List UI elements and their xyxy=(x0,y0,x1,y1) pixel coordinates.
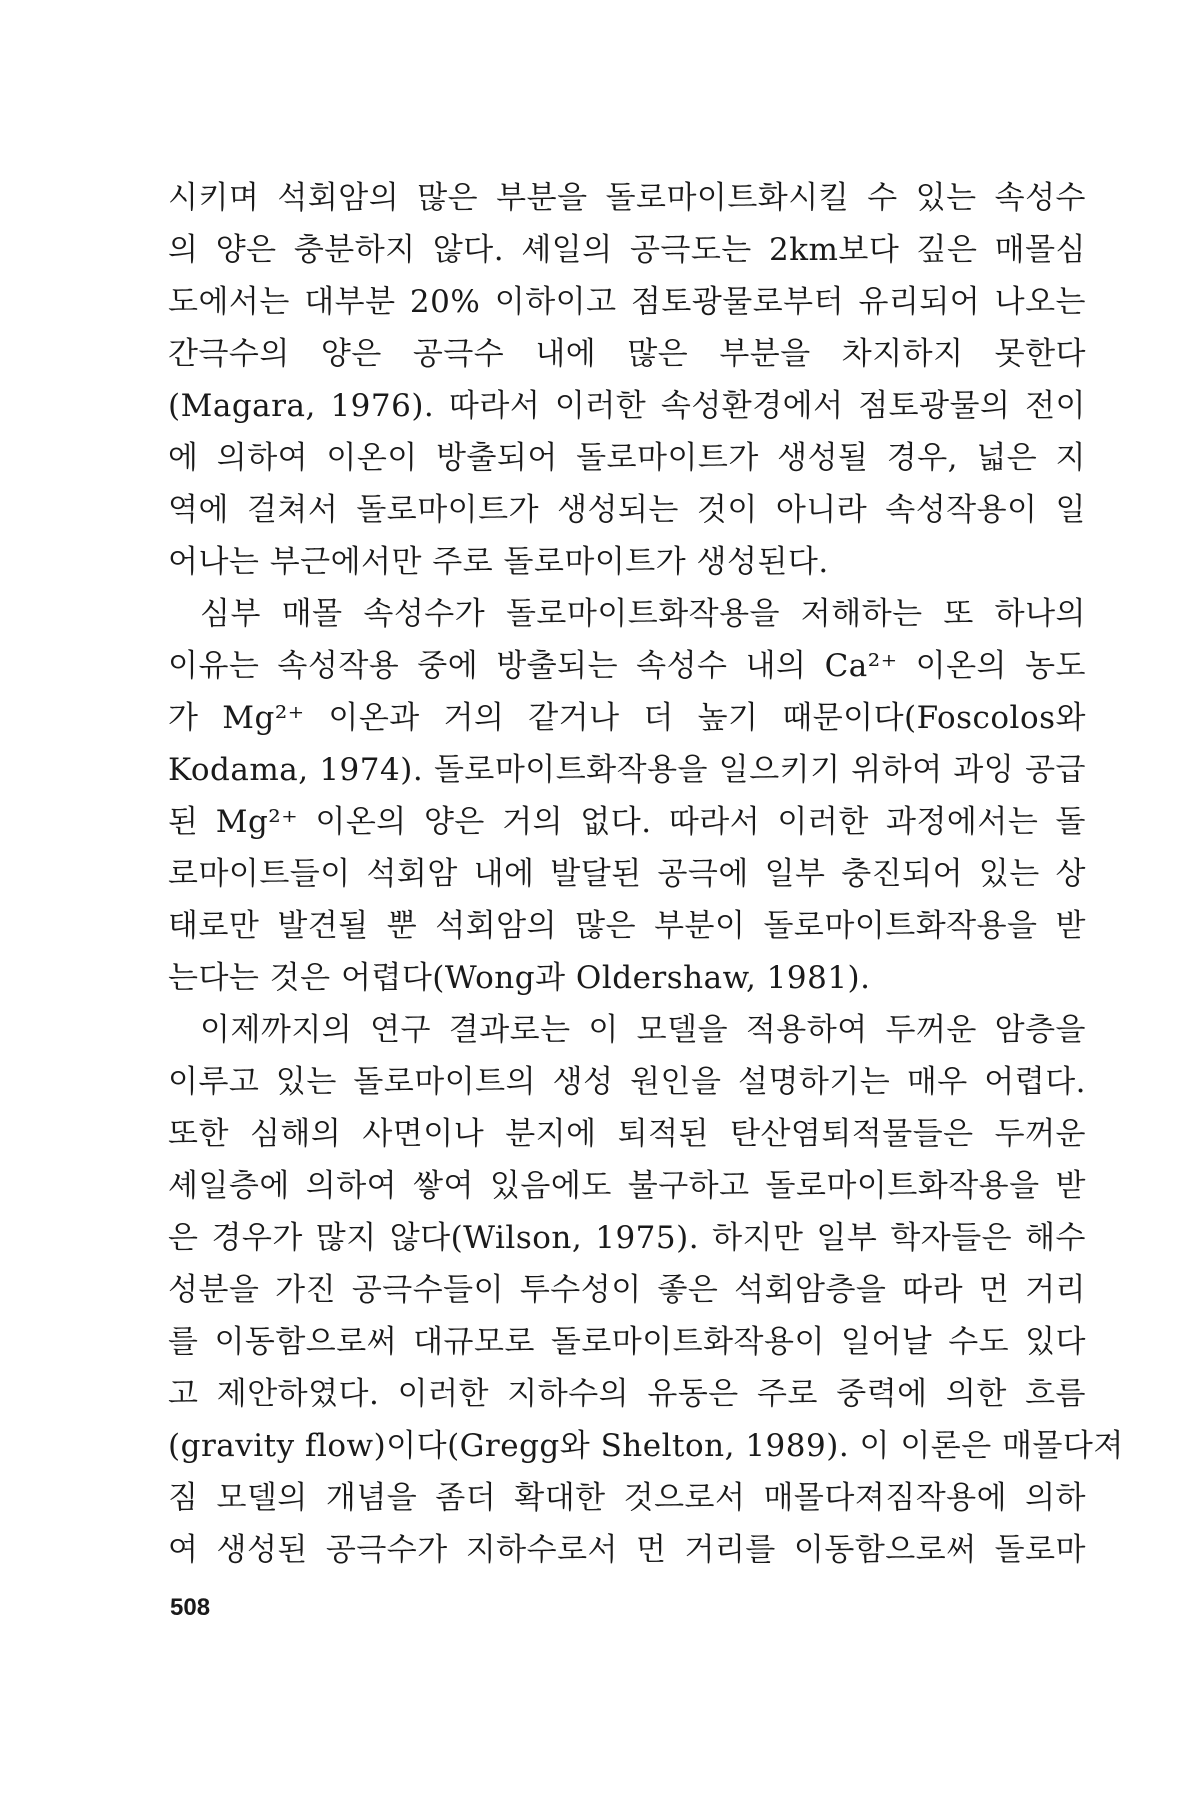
text-line: 가 Mg²⁺ 이온과 거의 같거나 더 높기 때문이다(Foscolos와 xyxy=(168,700,1086,736)
text-line: 는다는 것은 어렵다(Wong과 Oldershaw, 1981). xyxy=(168,960,871,996)
text-line: 은 경우가 많지 않다(Wilson, 1975). 하지만 일부 학자들은 해수 xyxy=(168,1220,1086,1256)
text-line: 셰일층에 의하여 쌓여 있음에도 불구하고 돌로마이트화작용을 받 xyxy=(168,1168,1086,1204)
text-line: 로마이트들이 석회암 내에 발달된 공극에 일부 충진되어 있는 상 xyxy=(168,856,1086,892)
text-line: Kodama, 1974). 돌로마이트화작용을 일으키기 위하여 과잉 공급 xyxy=(168,752,1086,788)
page-number: 508 xyxy=(170,1594,211,1621)
text-line: 간극수의 양은 공극수 내에 많은 부분을 차지하지 못한다 xyxy=(168,336,1086,372)
text-line: 짐 모델의 개념을 좀더 확대한 것으로서 매몰다져짐작용에 의하 xyxy=(168,1480,1086,1516)
text-line: 어나는 부근에서만 주로 돌로마이트가 생성된다. xyxy=(168,544,829,580)
text-line: 도에서는 대부분 20% 이하이고 점토광물로부터 유리되어 나오는 xyxy=(168,284,1086,320)
text-line: 역에 걸쳐서 돌로마이트가 생성되는 것이 아니라 속성작용이 일 xyxy=(168,492,1086,528)
text-line: 심부 매몰 속성수가 돌로마이트화작용을 저해하는 또 하나의 xyxy=(200,596,1086,632)
text-line: 된 Mg²⁺ 이온의 양은 거의 없다. 따라서 이러한 과정에서는 돌 xyxy=(168,804,1086,840)
text-line: 성분을 가진 공극수들이 투수성이 좋은 석회암층을 따라 먼 거리 xyxy=(168,1272,1086,1308)
text-line: 또한 심해의 사면이나 분지에 퇴적된 탄산염퇴적물들은 두꺼운 xyxy=(168,1116,1086,1152)
text-line: 이루고 있는 돌로마이트의 생성 원인을 설명하기는 매우 어렵다. xyxy=(168,1064,1086,1100)
text-line: (gravity flow)이다(Gregg와 Shelton, 1989). 이 이론은 매몰다져 xyxy=(168,1428,1124,1464)
text-line: 의 양은 충분하지 않다. 셰일의 공극도는 2km보다 깊은 매몰심 xyxy=(168,232,1086,268)
text-line: 에 의하여 이온이 방출되어 돌로마이트가 생성될 경우, 넓은 지 xyxy=(168,440,1086,476)
text-line: (Magara, 1976). 따라서 이러한 속성환경에서 점토광물의 전이 xyxy=(168,388,1086,424)
text-line: 이제까지의 연구 결과로는 이 모델을 적용하여 두꺼운 암층을 xyxy=(200,1012,1086,1048)
text-line: 시키며 석회암의 많은 부분을 돌로마이트화시킬 수 있는 속성수 xyxy=(168,180,1086,216)
text-line: 고 제안하였다. 이러한 지하수의 유동은 주로 중력에 의한 흐름 xyxy=(168,1376,1086,1412)
text-line: 태로만 발견될 뿐 석회암의 많은 부분이 돌로마이트화작용을 받 xyxy=(168,908,1086,944)
text-line: 이유는 속성작용 중에 방출되는 속성수 내의 Ca²⁺ 이온의 농도 xyxy=(168,648,1086,684)
text-line: 를 이동함으로써 대규모로 돌로마이트화작용이 일어날 수도 있다 xyxy=(168,1324,1086,1360)
body-text xyxy=(168,172,1124,1576)
text-line: 여 생성된 공극수가 지하수로서 먼 거리를 이동함으로써 돌로마 xyxy=(168,1532,1086,1568)
